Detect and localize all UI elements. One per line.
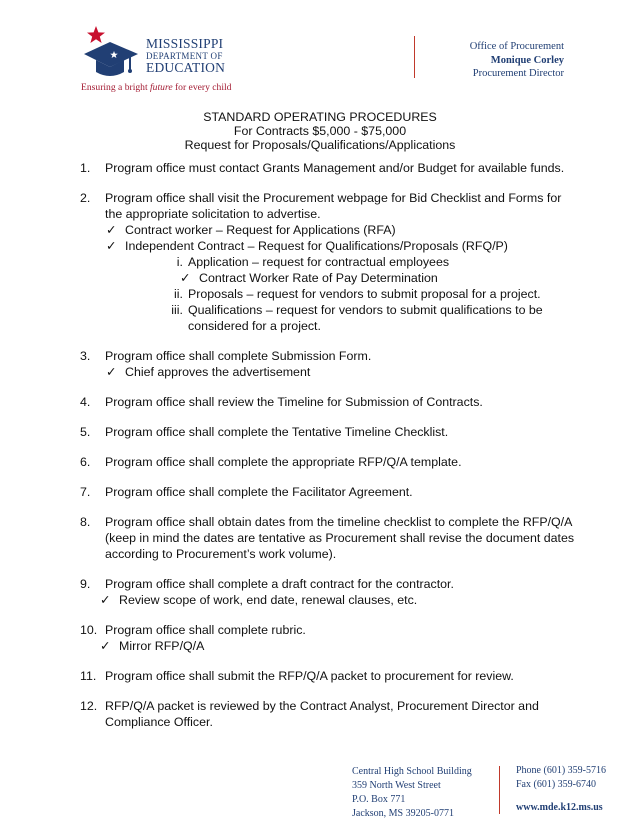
roman-number: ii. — [174, 287, 183, 301]
item-number: 7. — [80, 485, 91, 499]
list-item — [80, 394, 580, 410]
check-item: ✓ Independent Contract – Request for Qualifications/Proposals (RFQ/P) — [106, 239, 508, 253]
logo-tagline: Ensuring a bright future for every child — [81, 82, 232, 93]
item-number: 1. — [80, 161, 91, 175]
checkmark-icon: ✓ — [100, 593, 111, 607]
roman-number: i. — [176, 255, 183, 269]
roman-number: iii. — [171, 303, 183, 317]
header-divider — [414, 36, 415, 78]
footer-fax: Fax (601) 359-6740 — [516, 779, 596, 790]
logo-line-3: EDUCATION — [146, 60, 226, 75]
item-text: Program office shall submit the RFP/Q/A packet to procurement for review. — [105, 669, 514, 683]
list-item — [80, 622, 580, 638]
item-number: 6. — [80, 455, 91, 469]
list-item — [80, 698, 580, 730]
footer-website-link[interactable]: www.mde.k12.ms.us — [516, 802, 603, 813]
roman-sub-item: ii. Proposals – request for vendors to submit proposal for a project. — [80, 286, 580, 302]
graduation-cap-logo-icon — [80, 24, 146, 84]
footer-divider — [499, 766, 500, 814]
footer-contact — [516, 764, 606, 792]
title-line-2: For Contracts $5,000 - $75,000 — [233, 124, 407, 138]
document-title — [0, 110, 640, 152]
item-text: Program office shall complete the appropriate RFP/Q/A template. — [105, 455, 462, 469]
item-number: 8. — [80, 515, 91, 529]
list-item — [80, 514, 580, 562]
item-number: 10. — [80, 623, 98, 637]
check-item: ✓ Chief approves the advertisement — [106, 365, 311, 379]
item-text: Program office must contact Grants Management and/or Budget for available funds. — [105, 161, 565, 175]
item-number: 2. — [80, 191, 91, 205]
item-number: 5. — [80, 425, 91, 439]
item-text: Program office shall complete the Facilitator Agreement. — [105, 485, 413, 499]
checkmark-icon: ✓ — [180, 271, 191, 285]
title-line-3: Request for Proposals/Qualifications/Applications — [184, 138, 456, 152]
director-name: Monique Corley — [490, 54, 564, 66]
checkmark-icon: ✓ — [106, 223, 117, 237]
list-item — [80, 454, 580, 470]
list-item — [80, 424, 580, 440]
item-text: Program office shall complete Submission Form. — [105, 349, 372, 363]
checkmark-icon: ✓ — [106, 365, 117, 379]
check-item: ✓ Contract Worker Rate of Pay Determination — [180, 271, 438, 285]
item-text: Program office shall obtain dates from the timeline checklist to complete the RFP/Q/A (keep in mind the dates are tentative as Procurement shall revise the document dates according to Procurement’s work volume). — [105, 515, 575, 561]
director-role: Procurement Director — [472, 68, 564, 79]
logo-line-1: MISSISSIPPI — [146, 36, 224, 51]
check-item: ✓ Contract worker – Request for Applications (RFA) — [106, 223, 396, 237]
item-text: Program office shall visit the Procurement webpage for Bid Checklist and Forms for the appropriate solicitation to advertise. — [105, 191, 562, 221]
item-number: 11. — [80, 669, 97, 683]
item-number: 4. — [80, 395, 91, 409]
logo-wordmark — [146, 38, 225, 74]
roman-sub-item: i. Application – request for contractual employees — [80, 254, 580, 270]
office-title: Office of Procurement — [469, 41, 564, 52]
item-text: Program office shall complete the Tentative Timeline Checklist. — [105, 425, 449, 439]
list-item — [80, 160, 580, 176]
item-text: Program office shall review the Timeline for Submission of Contracts. — [105, 395, 483, 409]
footer-phone: Phone (601) 359-5716 — [516, 765, 606, 776]
item-text: RFP/Q/A packet is reviewed by the Contract Analyst, Procurement Director and Compliance Officer. — [105, 699, 539, 729]
footer-address: Central High School Building 359 North West Street P.O. Box 771 Jackson, MS 39205-0771 — [352, 766, 472, 819]
item-number: 9. — [80, 577, 91, 591]
roman-sub-item: iii. Qualifications – request for vendors to submit qualifications to be considered for a project. — [80, 302, 580, 334]
office-info — [470, 40, 564, 81]
checkmark-icon: ✓ — [100, 639, 111, 653]
title-line-1: STANDARD OPERATING PROCEDURES — [203, 110, 437, 124]
list-item — [80, 190, 580, 222]
item-number: 3. — [80, 349, 91, 363]
item-text: Program office shall complete rubric. — [105, 623, 306, 637]
list-item — [80, 484, 580, 500]
item-number: 12. — [80, 699, 98, 713]
checkmark-icon: ✓ — [106, 239, 117, 253]
logo-line-2: DEPARTMENT OF — [146, 51, 223, 61]
list-item — [80, 348, 580, 364]
check-item: ✓ Mirror RFP/Q/A — [100, 639, 205, 653]
check-item: ✓ Review scope of work, end date, renewal clauses, etc. — [100, 593, 418, 607]
list-item — [80, 576, 580, 592]
procedure-list — [80, 160, 580, 730]
list-item — [80, 668, 580, 684]
item-text: Program office shall complete a draft contract for the contractor. — [105, 577, 454, 591]
